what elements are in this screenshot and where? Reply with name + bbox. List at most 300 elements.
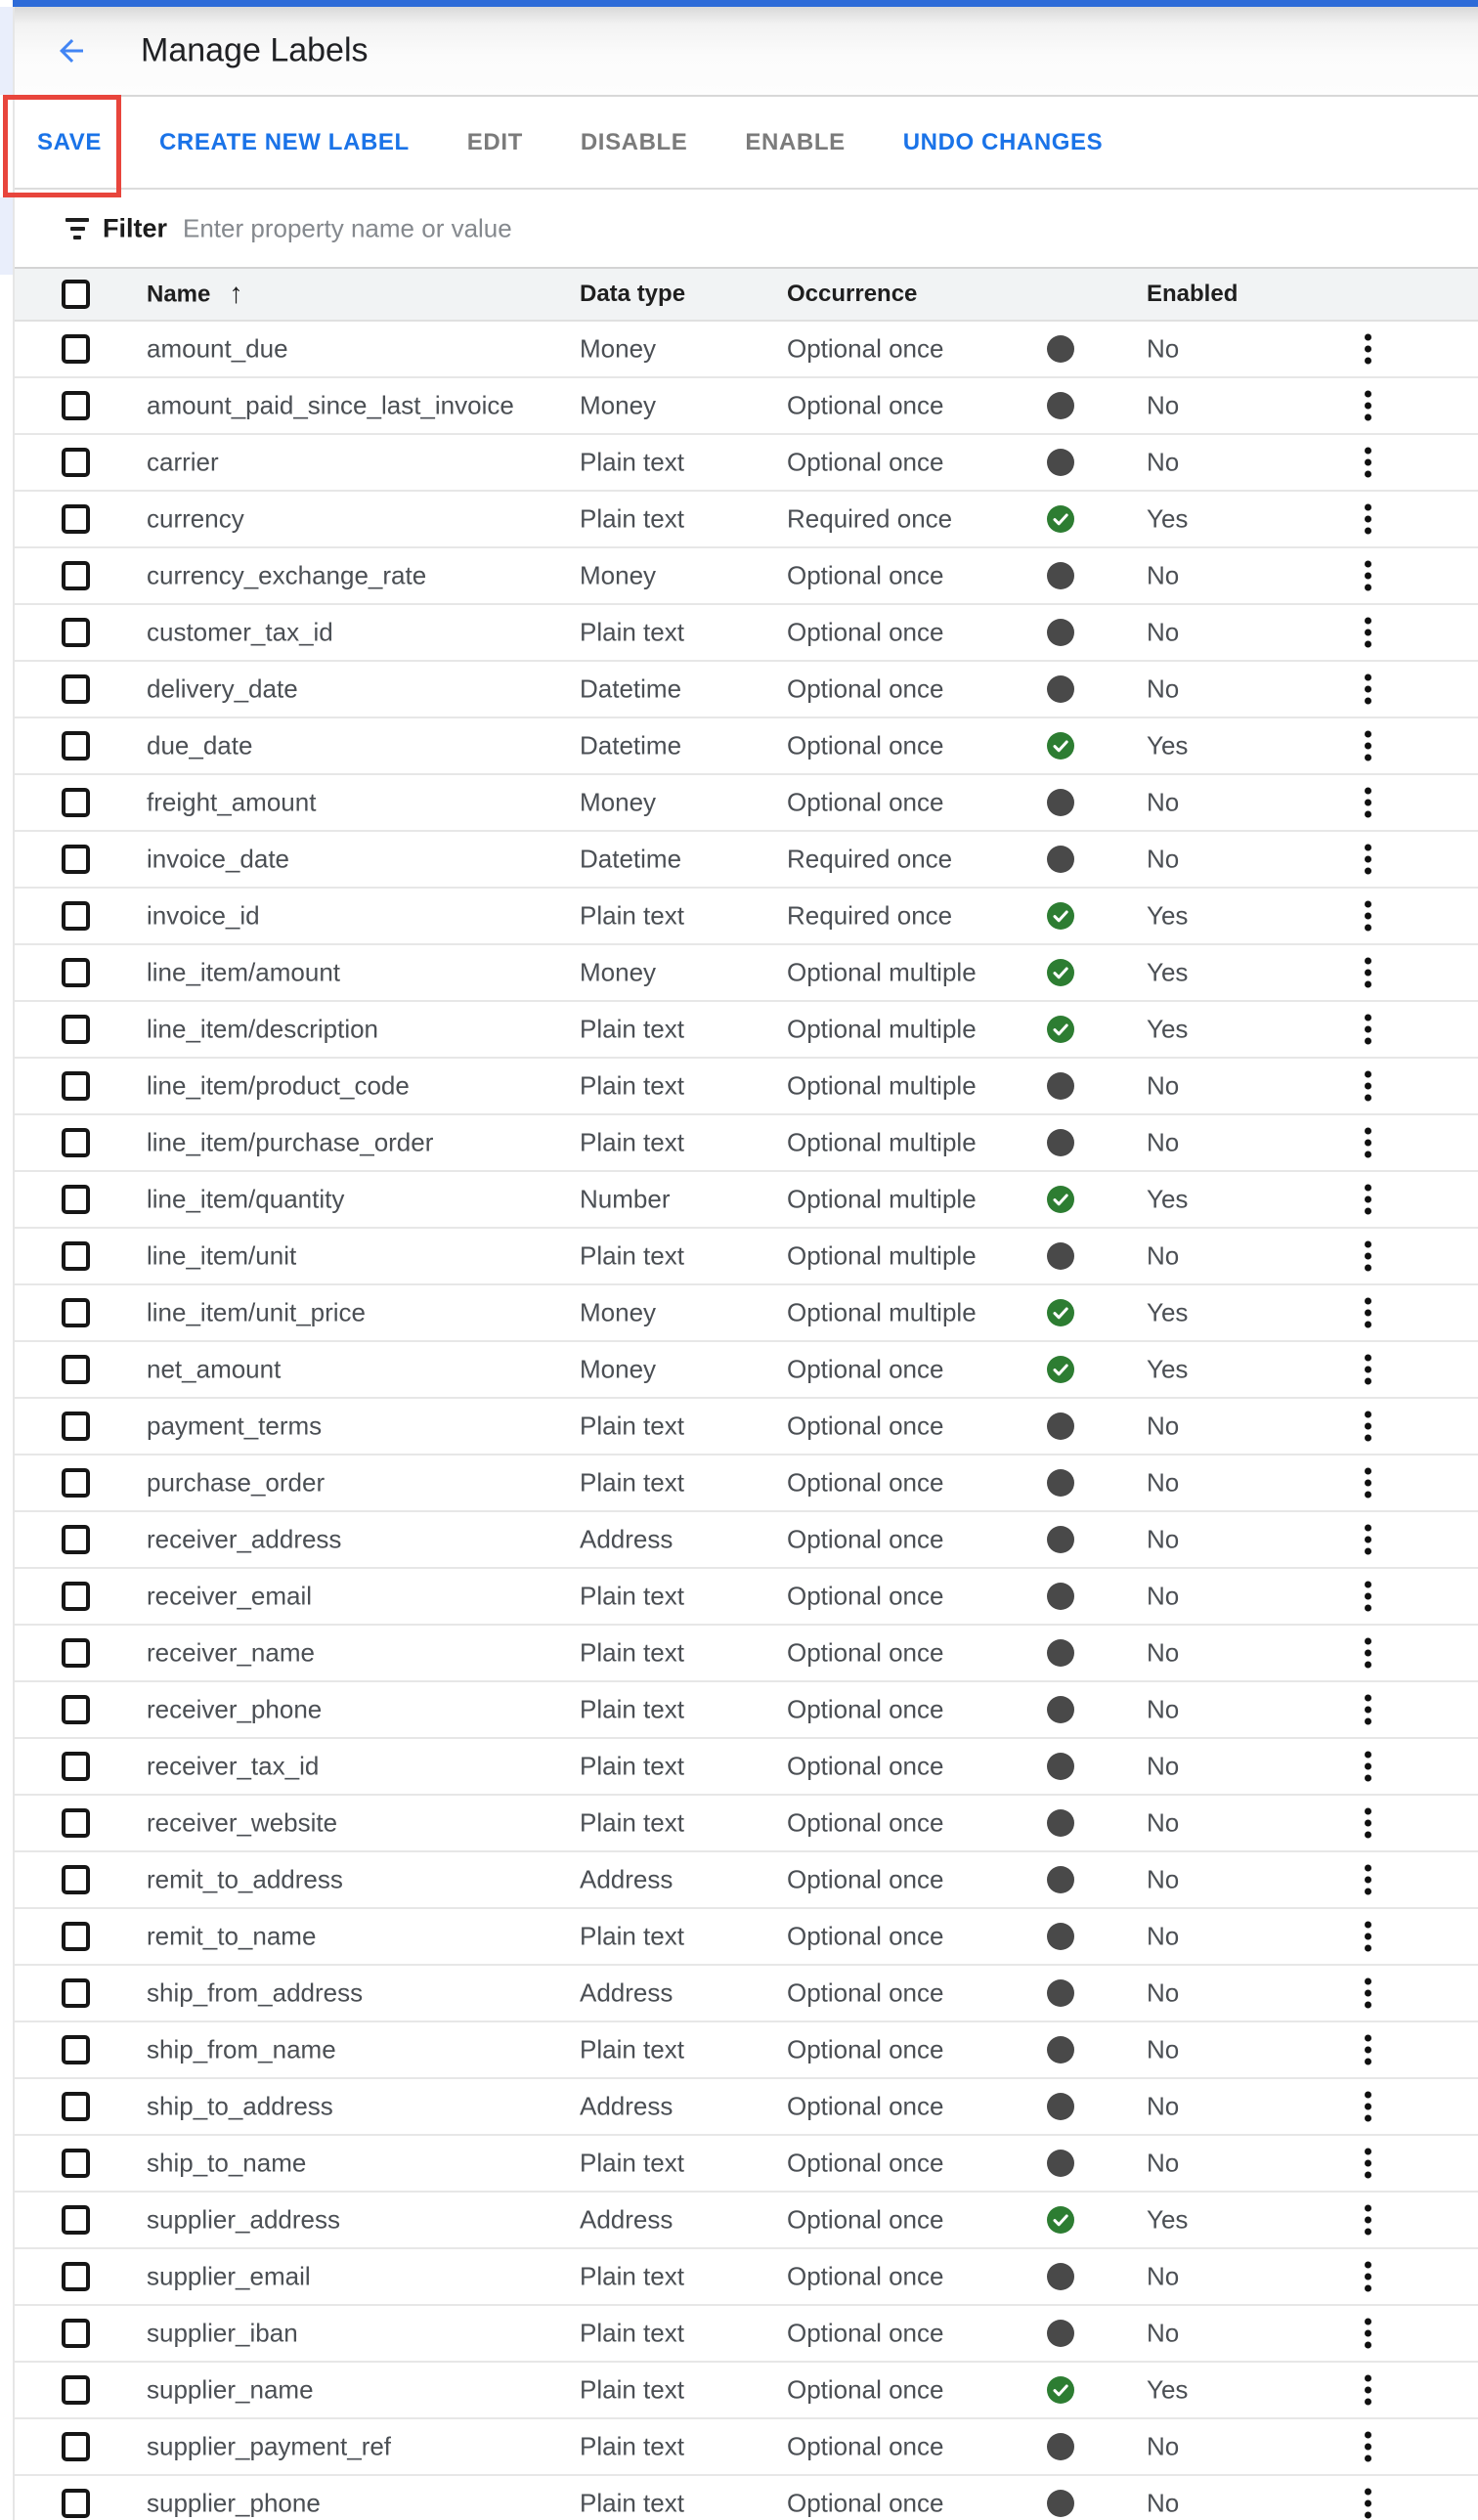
disabled-circle-icon xyxy=(1047,789,1074,816)
row-checkbox[interactable] xyxy=(62,2262,90,2291)
label-name-cell: line_item/unit xyxy=(147,1240,297,1271)
enabled-cell: No xyxy=(1147,333,1180,364)
select-all-checkbox[interactable] xyxy=(62,280,90,309)
status-icon xyxy=(1047,1129,1074,1156)
table-row xyxy=(15,2193,1478,2249)
data-type-cell: Plain text xyxy=(580,1637,684,1668)
status-icon xyxy=(1047,675,1074,703)
data-type-cell: Plain text xyxy=(580,1014,684,1044)
more-options-button[interactable] xyxy=(1361,2088,1375,2126)
occurrence-cell: Optional once xyxy=(787,390,944,420)
row-checkbox[interactable] xyxy=(62,1865,90,1894)
enabled-cell: No xyxy=(1147,1127,1180,1157)
occurrence-cell: Optional once xyxy=(787,2204,944,2235)
more-options-button[interactable] xyxy=(1361,1634,1375,1673)
row-checkbox[interactable] xyxy=(62,1071,90,1101)
enabled-cell: Yes xyxy=(1147,2374,1189,2405)
table-row xyxy=(15,889,1478,945)
data-type-cell: Plain text xyxy=(580,503,684,534)
more-options-button[interactable] xyxy=(1361,500,1375,539)
row-checkbox[interactable] xyxy=(62,2432,90,2461)
row-checkbox[interactable] xyxy=(62,391,90,420)
label-name-cell: ship_from_address xyxy=(147,1977,364,2008)
label-name-cell: net_amount xyxy=(147,1354,282,1384)
undo-changes-button[interactable]: UNDO CHANGES xyxy=(902,128,1104,155)
table-row xyxy=(15,1285,1478,1342)
status-icon xyxy=(1047,902,1074,930)
enabled-cell: No xyxy=(1147,447,1180,477)
more-options-button[interactable] xyxy=(1361,1918,1375,1956)
status-icon xyxy=(1047,732,1074,760)
label-name-cell: purchase_order xyxy=(147,1467,326,1498)
label-name-cell: line_item/description xyxy=(147,1014,379,1044)
occurrence-cell: Optional multiple xyxy=(787,1127,977,1157)
disabled-circle-icon xyxy=(1047,1979,1074,2007)
row-checkbox[interactable] xyxy=(62,1695,90,1724)
more-options-button[interactable] xyxy=(1361,1804,1375,1843)
status-icon xyxy=(1047,2093,1074,2120)
table-row xyxy=(15,1399,1478,1456)
data-type-cell: Plain text xyxy=(580,1694,684,1724)
more-options-button[interactable] xyxy=(1361,671,1375,709)
status-icon xyxy=(1047,335,1074,363)
row-checkbox[interactable] xyxy=(62,1468,90,1498)
enabled-cell: No xyxy=(1147,390,1180,420)
row-checkbox[interactable] xyxy=(62,1978,90,2008)
row-checkbox[interactable] xyxy=(62,1128,90,1157)
status-icon xyxy=(1047,1469,1074,1497)
occurrence-cell: Optional once xyxy=(787,1411,944,1441)
row-checkbox[interactable] xyxy=(62,788,90,817)
label-name-cell: line_item/quantity xyxy=(147,1184,345,1214)
row-checkbox[interactable] xyxy=(62,1808,90,1838)
table-row xyxy=(15,1342,1478,1399)
more-options-button[interactable] xyxy=(1361,1408,1375,1446)
more-options-button[interactable] xyxy=(1361,1294,1375,1332)
enabled-cell: No xyxy=(1147,1921,1180,1951)
status-icon xyxy=(1047,2150,1074,2177)
filter-input[interactable] xyxy=(183,213,1258,243)
occurrence-cell: Optional once xyxy=(787,1864,944,1894)
row-checkbox[interactable] xyxy=(62,1015,90,1044)
check-circle-icon xyxy=(1047,1299,1074,1326)
occurrence-cell: Optional once xyxy=(787,730,944,760)
data-type-cell: Plain text xyxy=(580,2261,684,2291)
row-checkbox[interactable] xyxy=(62,561,90,590)
row-checkbox[interactable] xyxy=(62,1412,90,1441)
enabled-cell: Yes xyxy=(1147,1354,1189,1384)
occurrence-cell: Optional multiple xyxy=(787,1297,977,1327)
data-type-cell: Plain text xyxy=(580,900,684,931)
data-type-cell: Money xyxy=(580,560,657,590)
column-header-occurrence: Occurrence xyxy=(787,281,918,307)
edit-button[interactable]: EDIT xyxy=(466,128,523,155)
data-type-cell: Plain text xyxy=(580,2318,684,2348)
data-type-cell: Plain text xyxy=(580,1581,684,1611)
more-options-button[interactable] xyxy=(1361,2315,1375,2353)
row-checkbox[interactable] xyxy=(62,2092,90,2121)
status-icon xyxy=(1047,1186,1074,1213)
table-row xyxy=(15,605,1478,662)
label-name-cell: payment_terms xyxy=(147,1411,323,1441)
enabled-cell: No xyxy=(1147,1581,1180,1611)
label-name-cell: supplier_address xyxy=(147,2204,341,2235)
disabled-circle-icon xyxy=(1047,2320,1074,2347)
enabled-cell: No xyxy=(1147,1411,1180,1441)
label-name-cell: line_item/purchase_order xyxy=(147,1127,434,1157)
row-checkbox[interactable] xyxy=(62,2319,90,2348)
more-options-button[interactable] xyxy=(1361,1748,1375,1786)
disabled-circle-icon xyxy=(1047,1753,1074,1780)
table-row xyxy=(15,662,1478,718)
label-name-cell: line_item/amount xyxy=(147,957,340,987)
row-checkbox[interactable] xyxy=(62,731,90,760)
data-type-cell: Plain text xyxy=(580,1807,684,1838)
label-name-cell: freight_amount xyxy=(147,787,317,817)
row-checkbox[interactable] xyxy=(62,1298,90,1327)
more-options-button[interactable] xyxy=(1361,444,1375,482)
status-icon xyxy=(1047,1526,1074,1553)
status-icon xyxy=(1047,789,1074,816)
row-checkbox[interactable] xyxy=(62,2489,90,2518)
label-name-cell: ship_to_address xyxy=(147,2091,333,2121)
table-row xyxy=(15,945,1478,1002)
disabled-circle-icon xyxy=(1047,1583,1074,1610)
occurrence-cell: Optional once xyxy=(787,1807,944,1838)
more-options-button[interactable] xyxy=(1361,1124,1375,1162)
disabled-circle-icon xyxy=(1047,2433,1074,2460)
occurrence-cell: Optional once xyxy=(787,2034,944,2064)
row-checkbox[interactable] xyxy=(62,2205,90,2235)
more-options-button[interactable] xyxy=(1361,1238,1375,1276)
occurrence-cell: Optional once xyxy=(787,617,944,647)
more-options-button[interactable] xyxy=(1361,557,1375,595)
enabled-cell: No xyxy=(1147,2318,1180,2348)
more-options-button[interactable] xyxy=(1361,2145,1375,2183)
table-row xyxy=(15,1682,1478,1739)
occurrence-cell: Optional once xyxy=(787,1751,944,1781)
column-header-status-icon xyxy=(1047,281,1074,308)
enabled-cell: No xyxy=(1147,2034,1180,2064)
disabled-circle-icon xyxy=(1047,449,1074,476)
row-checkbox[interactable] xyxy=(62,334,90,364)
check-circle-icon xyxy=(1047,1356,1074,1383)
row-checkbox[interactable] xyxy=(62,1582,90,1611)
status-icon xyxy=(1047,449,1074,476)
table-row xyxy=(15,2363,1478,2419)
status-icon xyxy=(1047,2036,1074,2064)
enabled-cell: No xyxy=(1147,1864,1180,1894)
occurrence-cell: Optional multiple xyxy=(787,1184,977,1214)
data-type-cell: Money xyxy=(580,787,657,817)
occurrence-cell: Optional once xyxy=(787,2148,944,2178)
table-row xyxy=(15,548,1478,605)
occurrence-cell: Optional once xyxy=(787,2488,944,2518)
more-options-button[interactable] xyxy=(1361,784,1375,822)
label-name-cell: remit_to_address xyxy=(147,1864,343,1894)
more-options-button[interactable] xyxy=(1361,954,1375,992)
occurrence-cell: Optional once xyxy=(787,2261,944,2291)
row-checkbox[interactable] xyxy=(62,504,90,534)
data-type-cell: Address xyxy=(580,1864,674,1894)
data-type-cell: Plain text xyxy=(580,2431,684,2461)
row-checkbox[interactable] xyxy=(62,845,90,874)
occurrence-cell: Optional once xyxy=(787,2318,944,2348)
row-checkbox[interactable] xyxy=(62,1638,90,1668)
status-icon xyxy=(1047,2376,1074,2404)
data-type-cell: Datetime xyxy=(580,730,682,760)
toolbar xyxy=(15,97,1478,190)
more-options-button[interactable] xyxy=(1361,1578,1375,1616)
more-options-button[interactable] xyxy=(1361,1181,1375,1219)
label-name-cell: invoice_id xyxy=(147,900,260,931)
disabled-circle-icon xyxy=(1047,2150,1074,2177)
more-options-button[interactable] xyxy=(1361,897,1375,935)
more-options-button[interactable] xyxy=(1361,1521,1375,1559)
more-options-button[interactable] xyxy=(1361,727,1375,765)
table-row xyxy=(15,832,1478,889)
more-options-button[interactable] xyxy=(1361,2428,1375,2466)
table-row xyxy=(15,435,1478,492)
status-icon xyxy=(1047,619,1074,646)
status-icon xyxy=(1047,1866,1074,1893)
label-name-cell: due_date xyxy=(147,730,253,760)
more-options-button[interactable] xyxy=(1361,2031,1375,2069)
data-type-cell: Number xyxy=(580,1184,671,1214)
table-row xyxy=(15,322,1478,378)
check-circle-icon xyxy=(1047,732,1074,760)
more-options-button[interactable] xyxy=(1361,841,1375,879)
label-name-cell: ship_from_name xyxy=(147,2034,336,2064)
row-checkbox[interactable] xyxy=(62,618,90,647)
enabled-cell: No xyxy=(1147,1524,1180,1554)
row-checkbox[interactable] xyxy=(62,1525,90,1554)
status-icon xyxy=(1047,1299,1074,1326)
data-type-cell: Money xyxy=(580,390,657,420)
more-options-button[interactable] xyxy=(1361,387,1375,425)
more-options-button[interactable] xyxy=(1361,1011,1375,1049)
enabled-cell: No xyxy=(1147,1240,1180,1271)
back-button[interactable] xyxy=(54,33,89,68)
enabled-cell: Yes xyxy=(1147,2204,1189,2235)
status-icon xyxy=(1047,1923,1074,1950)
label-name-cell: supplier_payment_ref xyxy=(147,2431,392,2461)
disabled-circle-icon xyxy=(1047,1526,1074,1553)
occurrence-cell: Optional multiple xyxy=(787,1014,977,1044)
data-type-cell: Address xyxy=(580,2204,674,2235)
occurrence-cell: Optional multiple xyxy=(787,957,977,987)
more-options-button[interactable] xyxy=(1361,1691,1375,1729)
label-name-cell: currency_exchange_rate xyxy=(147,560,427,590)
more-options-button[interactable] xyxy=(1361,1861,1375,1899)
occurrence-cell: Optional once xyxy=(787,560,944,590)
more-options-button[interactable] xyxy=(1361,1351,1375,1389)
enable-button[interactable]: ENABLE xyxy=(745,128,846,155)
status-icon xyxy=(1047,562,1074,589)
status-icon xyxy=(1047,846,1074,873)
occurrence-cell: Optional once xyxy=(787,447,944,477)
more-options-button[interactable] xyxy=(1361,1067,1375,1106)
data-type-cell: Address xyxy=(580,1524,674,1554)
data-type-cell: Money xyxy=(580,1297,657,1327)
check-circle-icon xyxy=(1047,902,1074,930)
disabled-circle-icon xyxy=(1047,1129,1074,1156)
enabled-cell: Yes xyxy=(1147,1297,1189,1327)
status-icon xyxy=(1047,2433,1074,2460)
enabled-cell: Yes xyxy=(1147,730,1189,760)
occurrence-cell: Optional once xyxy=(787,1524,944,1554)
more-options-button[interactable] xyxy=(1361,1464,1375,1502)
more-options-button[interactable] xyxy=(1361,2201,1375,2239)
page-title: Manage Labels xyxy=(141,31,369,69)
check-circle-icon xyxy=(1047,1016,1074,1043)
occurrence-cell: Optional once xyxy=(787,1977,944,2008)
more-options-button[interactable] xyxy=(1361,2258,1375,2296)
back-arrow-icon xyxy=(54,57,89,71)
status-icon xyxy=(1047,1356,1074,1383)
table-row xyxy=(15,378,1478,435)
row-checkbox[interactable] xyxy=(62,958,90,987)
label-name-cell: line_item/unit_price xyxy=(147,1297,367,1327)
status-icon xyxy=(1047,959,1074,986)
table-row xyxy=(15,1172,1478,1229)
enabled-cell: Yes xyxy=(1147,957,1189,987)
page-header xyxy=(15,7,1478,97)
data-type-cell: Plain text xyxy=(580,447,684,477)
disabled-circle-icon xyxy=(1047,1639,1074,1667)
data-type-cell: Plain text xyxy=(580,1411,684,1441)
row-checkbox[interactable] xyxy=(62,2375,90,2405)
table-row xyxy=(15,1796,1478,1852)
column-header-enabled: Enabled xyxy=(1147,281,1239,307)
more-options-button[interactable] xyxy=(1361,330,1375,369)
save-button[interactable]: SAVE xyxy=(37,128,102,155)
table-row xyxy=(15,1115,1478,1172)
table-header-row xyxy=(15,269,1478,322)
label-name-cell: receiver_email xyxy=(147,1581,313,1611)
top-accent-bar xyxy=(13,0,1478,7)
enabled-cell: No xyxy=(1147,1807,1180,1838)
label-name-cell: supplier_iban xyxy=(147,2318,298,2348)
disabled-circle-icon xyxy=(1047,2263,1074,2290)
enabled-cell: No xyxy=(1147,1694,1180,1724)
status-icon xyxy=(1047,1809,1074,1837)
label-name-cell: customer_tax_id xyxy=(147,617,333,647)
disabled-circle-icon xyxy=(1047,2093,1074,2120)
data-type-cell: Plain text xyxy=(580,1751,684,1781)
occurrence-cell: Optional multiple xyxy=(787,1240,977,1271)
disable-button[interactable]: DISABLE xyxy=(580,128,688,155)
label-name-cell: carrier xyxy=(147,447,219,477)
data-type-cell: Plain text xyxy=(580,2034,684,2064)
status-icon xyxy=(1047,505,1074,533)
enabled-cell: No xyxy=(1147,2261,1180,2291)
table-row xyxy=(15,1002,1478,1059)
occurrence-cell: Optional once xyxy=(787,787,944,817)
more-options-button[interactable] xyxy=(1361,2371,1375,2410)
occurrence-cell: Optional once xyxy=(787,1637,944,1668)
occurrence-cell: Optional once xyxy=(787,1581,944,1611)
disabled-circle-icon xyxy=(1047,1412,1074,1440)
row-checkbox[interactable] xyxy=(62,2035,90,2064)
enabled-cell: No xyxy=(1147,844,1180,874)
more-options-button[interactable] xyxy=(1361,2485,1375,2520)
row-checkbox[interactable] xyxy=(62,2149,90,2178)
status-icon xyxy=(1047,2206,1074,2234)
create-new-label-button[interactable]: CREATE NEW LABEL xyxy=(158,128,410,155)
status-icon xyxy=(1047,1696,1074,1723)
table-row xyxy=(15,718,1478,775)
status-icon xyxy=(1047,1753,1074,1780)
label-name-cell: supplier_phone xyxy=(147,2488,321,2518)
data-type-cell: Plain text xyxy=(580,1127,684,1157)
label-name-cell: receiver_address xyxy=(147,1524,342,1554)
label-name-cell: amount_due xyxy=(147,333,288,364)
disabled-circle-icon xyxy=(1047,1242,1074,1270)
more-options-button[interactable] xyxy=(1361,614,1375,652)
status-icon xyxy=(1047,1979,1074,2007)
enabled-cell: No xyxy=(1147,1977,1180,2008)
row-checkbox[interactable] xyxy=(62,1355,90,1384)
table-row xyxy=(15,1059,1478,1115)
label-name-cell: amount_paid_since_last_invoice xyxy=(147,390,514,420)
row-checkbox[interactable] xyxy=(62,1185,90,1214)
filter-bar xyxy=(15,190,1478,269)
column-header-data-type: Data type xyxy=(580,281,686,307)
table-row xyxy=(15,1739,1478,1796)
occurrence-cell: Optional once xyxy=(787,1354,944,1384)
enabled-cell: Yes xyxy=(1147,1014,1189,1044)
occurrence-cell: Required once xyxy=(787,503,953,534)
disabled-circle-icon xyxy=(1047,1923,1074,1950)
row-checkbox[interactable] xyxy=(62,448,90,477)
table-row xyxy=(15,1852,1478,1909)
sort-ascending-icon: ↑ xyxy=(229,278,243,310)
status-icon xyxy=(1047,1639,1074,1667)
table-row xyxy=(15,1909,1478,1966)
column-header-name[interactable]: Name ↑ xyxy=(147,278,243,310)
table-row xyxy=(15,2476,1478,2520)
disabled-circle-icon xyxy=(1047,2490,1074,2517)
status-icon xyxy=(1047,1242,1074,1270)
manage-labels-panel xyxy=(13,7,1478,2520)
more-options-button[interactable] xyxy=(1361,1975,1375,2013)
enabled-cell: No xyxy=(1147,2148,1180,2178)
status-icon xyxy=(1047,1583,1074,1610)
check-circle-icon xyxy=(1047,959,1074,986)
row-checkbox[interactable] xyxy=(62,1922,90,1951)
label-name-cell: currency xyxy=(147,503,244,534)
label-name-cell: invoice_date xyxy=(147,844,289,874)
label-name-cell: supplier_name xyxy=(147,2374,314,2405)
row-checkbox[interactable] xyxy=(62,1752,90,1781)
disabled-circle-icon xyxy=(1047,335,1074,363)
row-checkbox[interactable] xyxy=(62,674,90,704)
data-type-cell: Datetime xyxy=(580,844,682,874)
filter-label: Filter xyxy=(103,213,168,242)
check-circle-icon xyxy=(1047,505,1074,533)
enabled-cell: No xyxy=(1147,1070,1180,1101)
occurrence-cell: Optional once xyxy=(787,673,944,704)
enabled-cell: No xyxy=(1147,617,1180,647)
row-checkbox[interactable] xyxy=(62,1241,90,1271)
row-checkbox[interactable] xyxy=(62,901,90,931)
save-highlight-box xyxy=(3,95,121,197)
enabled-cell: No xyxy=(1147,2488,1180,2518)
data-type-cell: Plain text xyxy=(580,2374,684,2405)
table-row xyxy=(15,1456,1478,1512)
label-name-cell: supplier_email xyxy=(147,2261,311,2291)
